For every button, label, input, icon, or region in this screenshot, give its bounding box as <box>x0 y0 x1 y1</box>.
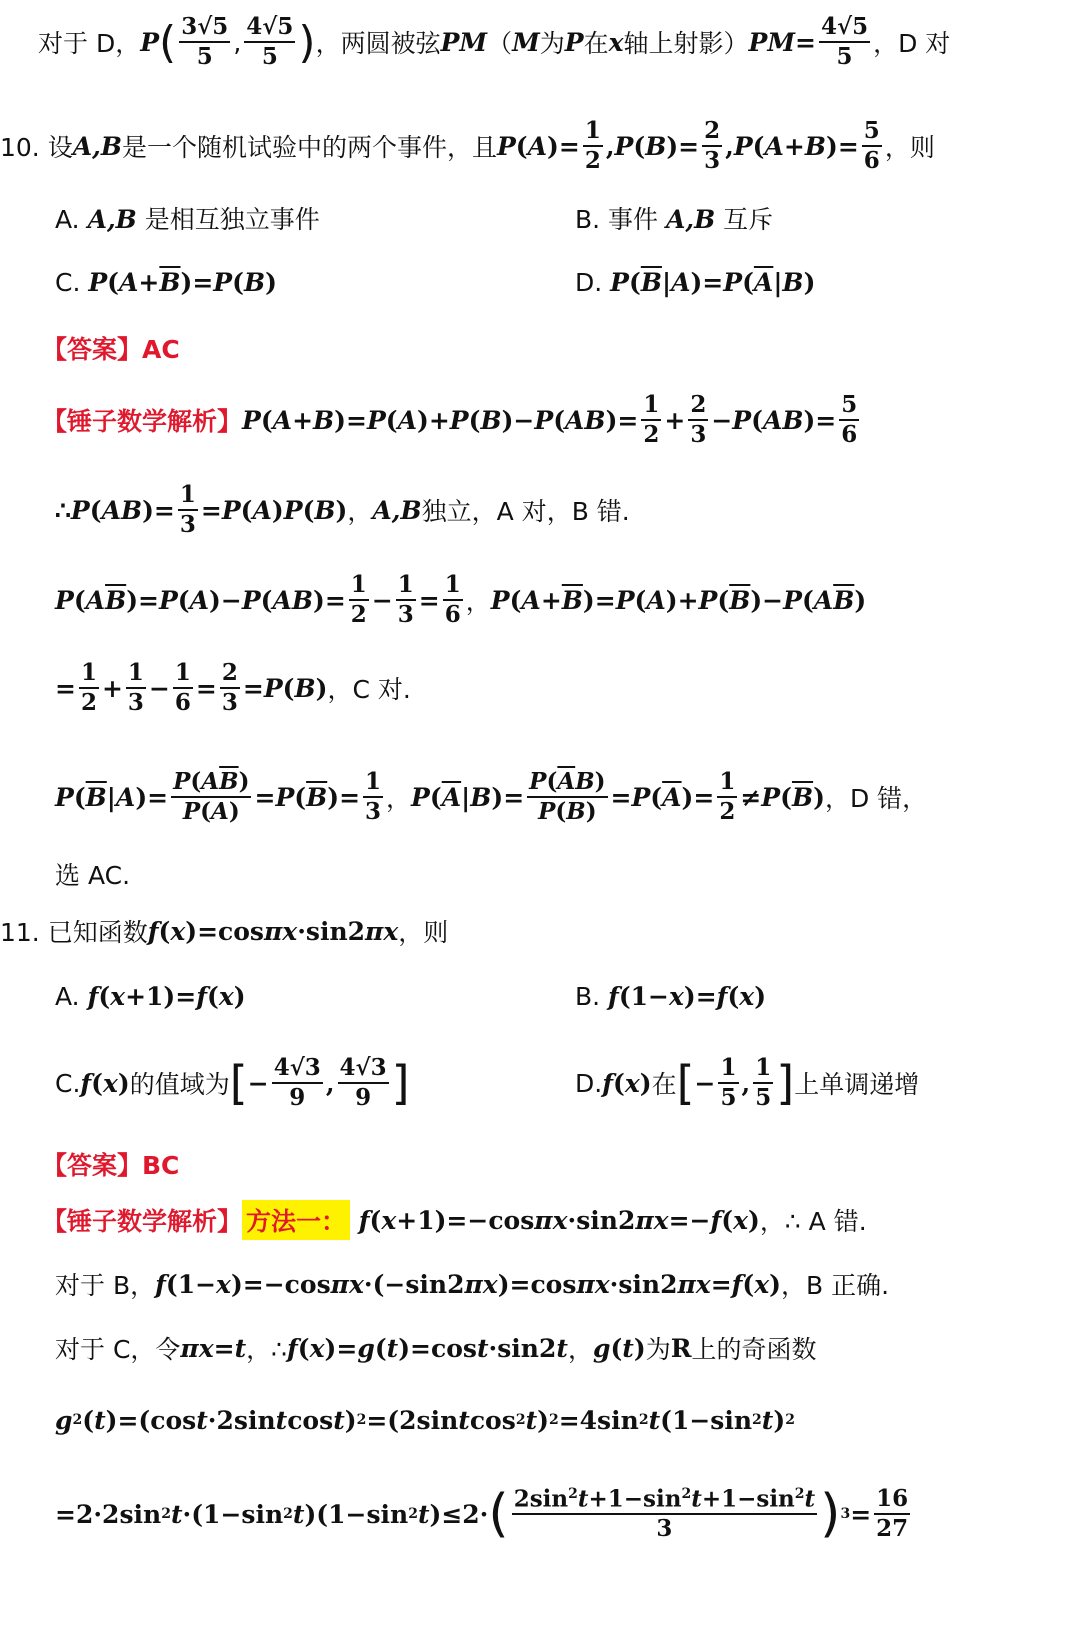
analysis-line: 对于 C，令 πx = t ，∴ f ( x )= g ( t )=cos t ·sin2 t ， g ( t ) 为 R 上的奇函数 <box>55 1333 817 1364</box>
option-c: C. $P(A+\overline{B})=P(B)$ <box>55 267 277 297</box>
options-row <box>0 1053 1080 1111</box>
option-d: D. f ( x ) 在 [ − $\frac{1}{5}$ , $\frac{1}{5}$ ] 上单调递增 <box>575 1053 920 1111</box>
question-10: 10. 设 A,B 是一个随机试验中的两个事件，且 P ( A )= $\frac{1}{2}$ , P ( B )= $\frac{2}{3}$ , P ( A + B )= $\frac{5}{6}$ ，则 <box>0 116 935 174</box>
options-row <box>0 198 1080 238</box>
option-a: A. A,B 是相互独立事件 <box>55 205 320 234</box>
analysis-line: 【锤子数学解析】 方法一： f ( x +1)=−cos πx ·sin2 πx =− f ( x ) ，∴ A 错. <box>42 1200 1080 1240</box>
analysis-line: =2·2sin 2 t ·(1−sin 2 t )(1−sin 2 t )≤2· ( $\frac{2\sin^2t+1-\sin^2t+1-\sin^2t}{3}$ ) 3 = $\frac{16}{27}$ <box>55 1484 909 1544</box>
option-b: B. 事件 A,B 互斥 <box>575 205 774 234</box>
text-line: 对于 D， P ( $\frac{3√5}{5}$ , $\frac{4√5}{5}$ ) ，两圆被弦 PM （ M 为 P 在 x 轴上射影） PM = $\frac{4√5}{5}$ ，D 对 <box>38 12 951 70</box>
option-c: C. f ( x ) 的值域为 [ − $\frac{4√3}{9}$ , $\frac{4√3}{9}$ ] <box>55 1053 410 1111</box>
option-a: A. f(x+1)=f(x) <box>55 981 246 1011</box>
answer-label: 【答案】AC <box>42 335 180 364</box>
analysis-line: 【锤子数学解析】 P ( A + B )= P ( A )+ P ( B )− P ( AB )= $\frac{1}{2}$ + $\frac{2}{3}$ − P ( AB )= $\frac{5}{6}$ <box>42 390 858 448</box>
analysis-line: P ( A $\overline{B}$ )= P ( A )− P ( AB )= $\frac{1}{2}$ − $\frac{1}{3}$ = $\frac{1}{6}$ ， P ( A + $\overline{B}$ )= P ( A )+ P ( $\overline{B}$ )− P ( A $\overline{B}$ ) <box>55 570 867 628</box>
options-row <box>0 976 1080 1016</box>
analysis-line: g 2 ( t )=(cos t ·2sin t cos t ) 2 =(2sin t cos 2 t ) 2 =4sin 2 t (1−sin 2 t ) 2 <box>55 1405 795 1435</box>
analysis-line: 选 AC. <box>55 861 131 890</box>
analysis-line: 对于 B， f (1− x )=−cos πx ·(−sin2 πx )=cos πx ·sin2 πx = f ( x ) ，B 正确. <box>55 1269 890 1300</box>
option-d: D. $P(\overline{B}|A)=P(\overline{A}|B)$ <box>575 267 816 297</box>
analysis-line: ∴ P ( AB )= $\frac{1}{3}$ = P ( A ) P ( B ) ， A,B 独立，A 对，B 错. <box>55 480 630 538</box>
answer-label: 【答案】BC <box>42 1151 180 1180</box>
analysis-line: P ( $\overline{B}$ | A )= $\frac{P(A\overline{B})}{P(A)}$ = P ( $\overline{B}$ )= $\frac{1}{3}$ ， P ( $\overline{A}$ | B )= $\frac{P(\overline{A}B)}{P(B)}$ = P ( $\overline{A}$ )= $\frac{1}{2}$ ≠ P ( $\overline{B}$ ) ，D 错， <box>55 767 928 825</box>
options-row <box>0 262 1080 302</box>
analysis-line: = $\frac{1}{2}$ + $\frac{1}{3}$ − $\frac{1}{6}$ = $\frac{2}{3}$ = P ( B ) ，C 对. <box>55 658 411 716</box>
question-11: 11. 已知函数 f ( x )=cos πx ·sin2 πx ，则 <box>0 916 449 947</box>
option-b: B. f(1−x)=f(x) <box>575 981 767 1011</box>
